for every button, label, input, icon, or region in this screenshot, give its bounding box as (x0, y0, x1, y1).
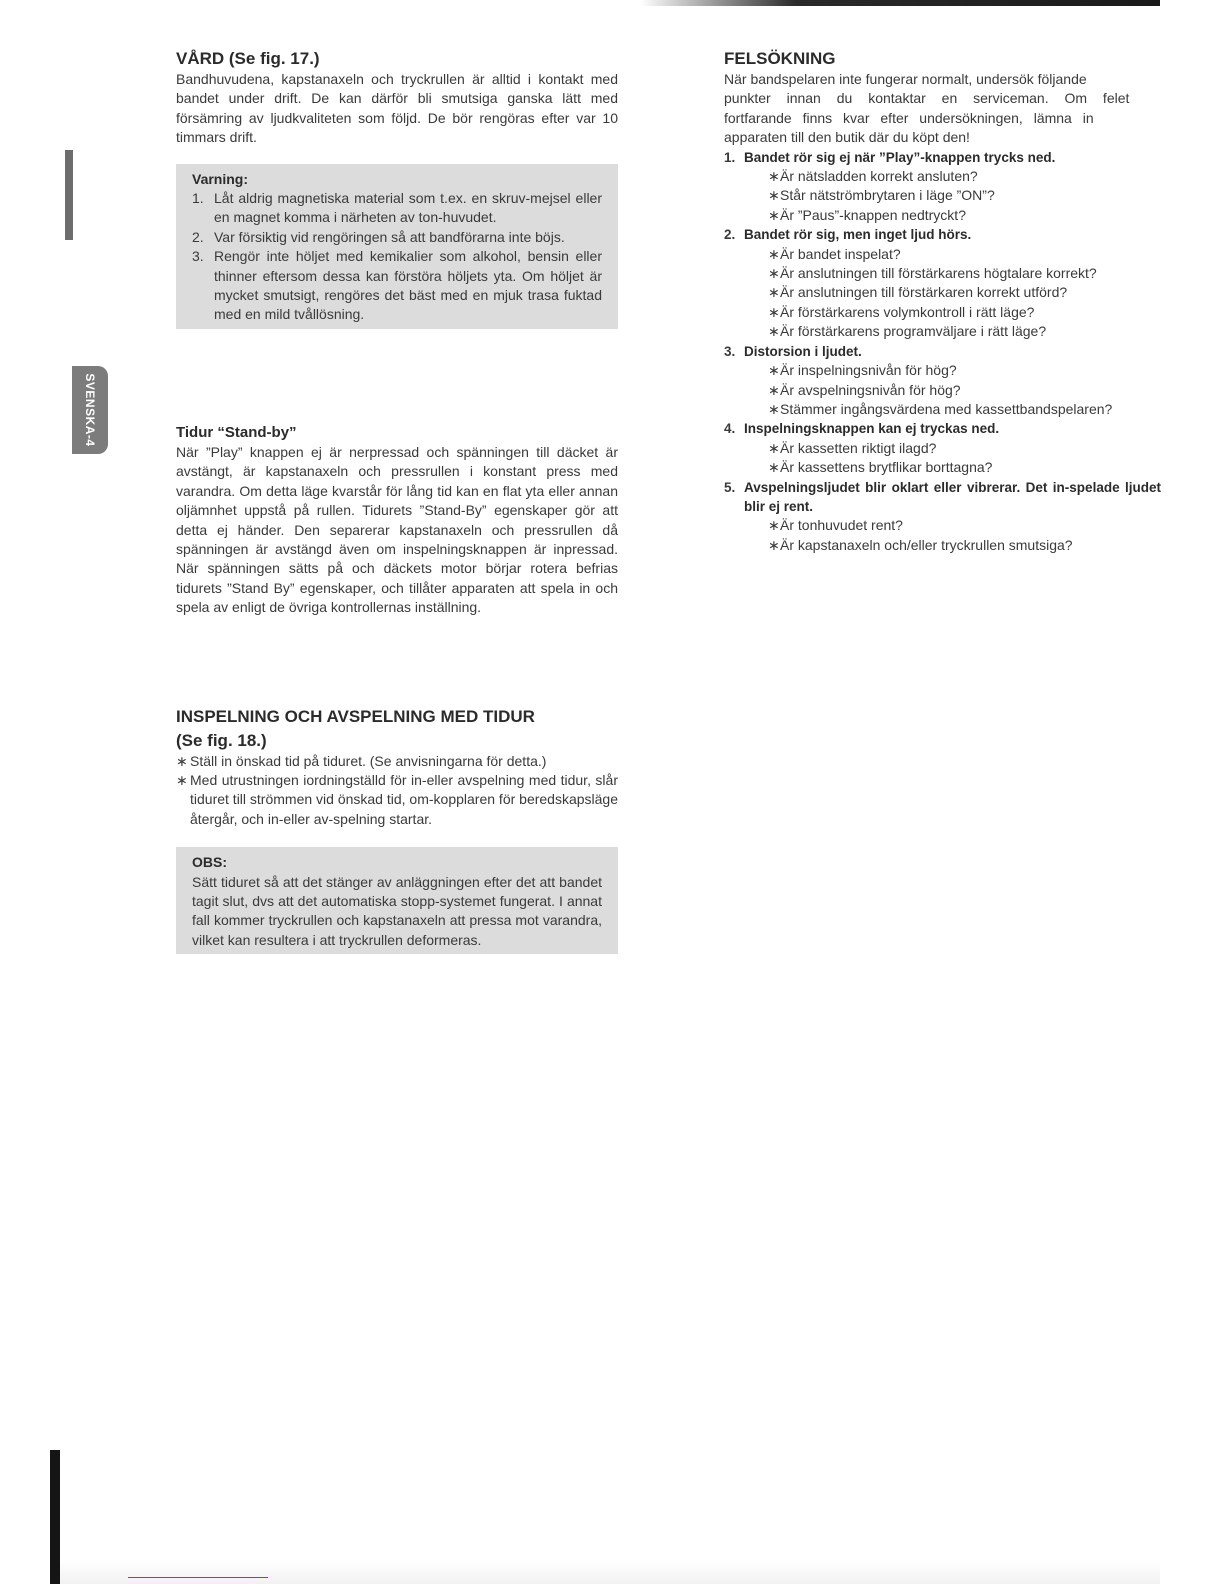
troubleshooting-title: FELSÖKNING (724, 49, 836, 68)
trouble-check: ∗Stämmer ingångsvärdena med kassettbandspelaren? (768, 400, 1113, 417)
trouble-check: ∗Är avspelningsnivån för hög? (768, 381, 961, 398)
care-section (176, 48, 618, 329)
trouble-checks (744, 167, 1161, 225)
trouble-item: 3. Distorsion i ljudet. ∗Är inspelningsnivån för hög? ∗Är avspelningsnivån för hög? ∗Stämmer ingångsvärdena med kassettbandspelaren? (724, 342, 1161, 420)
trouble-checks (744, 361, 1161, 419)
scan-right-margin (1161, 0, 1224, 1584)
warning-item: 3. Rengör inte höljet med kemikalier som alkohol, bensin eller thinner eftersom dessa kan förstöra höljets yta. Om höljet är mycket smutsigt, rengöres det bäst med en mjuk trasa fuktad med en mild tvållösning. (192, 248, 602, 323)
trouble-check: ∗Är nätsladden korrekt ansluten? (768, 168, 978, 185)
timer-title-line2: (Se fig. 18.) (176, 730, 267, 750)
trouble-check: ∗Är ”Paus”-knappen nedtryckt? (768, 206, 966, 223)
bottom-underline (128, 1577, 268, 1578)
note-body: Sätt tiduret så att det stänger av anläggningen efter det att bandet tagit slut, dvs att det automatiska stopp-systemet fungerat. I annat fall kommer tryckrullen och kapstanaxeln att pressa mot varandra, vilket kan resultera i att tryckrullen deformeras. (192, 873, 602, 948)
trouble-item: 1. Bandet rör sig ej när ”Play”-knappen trycks ned. ∗Är nätsladden korrekt ansluten? ∗Står nätströmbrytaren i läge ”ON”? ∗Är ”Paus”-knappen nedtryckt? (724, 148, 1161, 226)
scan-left-mark (65, 150, 73, 240)
trouble-question: Bandet rör sig ej när ”Play”-knappen trycks ned. (744, 149, 1056, 165)
warning-title: Varning: (192, 170, 249, 187)
note-title: OBS: (192, 854, 227, 871)
trouble-check: ∗Är förstärkarens volymkontroll i rätt läge? (768, 303, 1035, 320)
trouble-check: ∗Är anslutningen till förstärkaren korrekt utförd? (768, 284, 1068, 301)
troubleshooting-intro-line: fortfarande finns kvar efter undersökningen, lämna in (724, 109, 1094, 126)
language-side-tab (72, 366, 108, 454)
trouble-check: ∗Är kapstanaxeln och/eller tryckrullen smutsiga? (768, 536, 1073, 553)
trouble-check: ∗Är tonhuvudet rent? (768, 517, 903, 534)
warning-list (192, 189, 602, 325)
trouble-item: 4. Inspelningsknappen kan ej tryckas ned. ∗Är kassetten riktigt ilagd? ∗Är kassettens brytflikar borttagna? (724, 419, 1161, 477)
care-title: VÅRD (Se fig. 17.) (176, 49, 320, 68)
trouble-checks (744, 516, 1161, 555)
standby-body: När ”Play” knappen ej är nerpressad och spänningen till däcket är avstängt, är kapstanaxeln och pressrullen i konstant press med varandra. Om detta läge kvarstår för lång tid kan en flat yta eller annan oljämnhet uppstå på rullen. Tidurets ”Stand-By” egenskaper gör att detta ej händer. Den separerar kapstanaxeln och pressrullen då spänningen är avstängd även om inspelningsknappen är inpressad. När spänningen sätts på och däckets motor börjar rotera befrias tidurets ”Stand By” egenskaper, och tillåter apparaten att spela in och spela av enligt de övriga kontrollernas inställning. (176, 443, 618, 616)
trouble-question: Avspelningsljudet blir oklart eller vibrerar. Det in-spelade ljudet blir ej rent. (744, 479, 1161, 514)
trouble-checks (744, 439, 1161, 478)
left-column (176, 48, 618, 954)
troubleshooting-list (724, 148, 1161, 556)
trouble-item: 2. Bandet rör sig, men inget ljud hörs. ∗Är bandet inspelat? ∗Är anslutningen till förstärkarens högtalare korrekt? ∗Är anslutningen till förstärkaren korrekt utförd? ∗Är förstärkarens volymkontroll i rätt läge? ∗Är förstärkarens programväljare i rätt läge? (724, 225, 1161, 341)
scan-top-edge (640, 0, 1160, 6)
trouble-check: ∗Är förstärkarens programväljare i rätt läge? (768, 323, 1047, 340)
troubleshooting-intro-line: När bandspelaren inte fungerar normalt, undersök följande (724, 71, 1087, 87)
scan-bottom-strip (60, 1560, 1160, 1584)
trouble-checks (744, 245, 1161, 342)
standby-section (176, 423, 618, 618)
warning-item: 2. Var försiktig vid rengöringen så att bandförarna inte böjs. (192, 228, 565, 245)
standby-title: Tidur “Stand-by” (176, 423, 297, 441)
care-body: Bandhuvudena, kapstanaxeln och tryckrullen är alltid i kontakt med bandet under drift. De kan därför bli smutsiga ganska lätt med försämring av ljudkvaliteten som följd. De bör rengöras efter var 10 timmars drift. (176, 71, 618, 146)
timer-step: ∗ Med utrustningen iordningställd för in-eller avspelning med tidur, slår tiduret till strömmen vid önskad tid, om-kopplaren för beredskapsläge återgår, och in-eller av-spelning startar. (176, 771, 618, 827)
trouble-question: Distorsion i ljudet. (744, 343, 862, 359)
warning-box (176, 164, 618, 329)
trouble-item: 5. Avspelningsljudet blir oklart eller vibrerar. Det in-spelade ljudet blir ej rent. ∗Är tonhuvudet rent? ∗Är kapstanaxeln och/eller tryckrullen smutsiga? (724, 478, 1161, 556)
trouble-question: Inspelningsknappen kan ej tryckas ned. (744, 421, 1000, 437)
timer-section (176, 706, 618, 955)
trouble-check: ∗Är kassetten riktigt ilagd? (768, 439, 937, 456)
timer-step: ∗ Ställ in önskad tid på tiduret. (Se anvisningarna för detta.) (176, 752, 547, 769)
troubleshooting-section (724, 48, 1161, 555)
right-column (724, 48, 1161, 555)
side-tab-label: SVENSKA-4 (83, 373, 97, 447)
warning-item: 1. Låt aldrig magnetiska material som t.ex. en skruv-mejsel eller en magnet komma i närheten av ton-huvudet. (192, 190, 602, 226)
troubleshooting-intro-line: punkter innan du kontaktar en serviceman. Om felet (724, 90, 1130, 107)
trouble-check: ∗Är kassettens brytflikar borttagna? (768, 459, 993, 476)
trouble-check: ∗Är inspelningsnivån för hög? (768, 362, 957, 379)
timer-title-line1: INSPELNING OCH AVSPELNING MED TIDUR (176, 706, 535, 726)
timer-steps (176, 752, 618, 830)
trouble-check: ∗Är anslutningen till förstärkarens högtalare korrekt? (768, 265, 1097, 282)
trouble-check: ∗Är bandet inspelat? (768, 245, 901, 262)
trouble-question: Bandet rör sig, men inget ljud hörs. (744, 227, 972, 243)
troubleshooting-intro-line: apparaten till den butik där du köpt den! (724, 129, 970, 146)
trouble-check: ∗Står nätströmbrytaren i läge ”ON”? (768, 187, 995, 204)
note-box (176, 847, 618, 954)
scan-bottom-left-bar (50, 1450, 60, 1584)
